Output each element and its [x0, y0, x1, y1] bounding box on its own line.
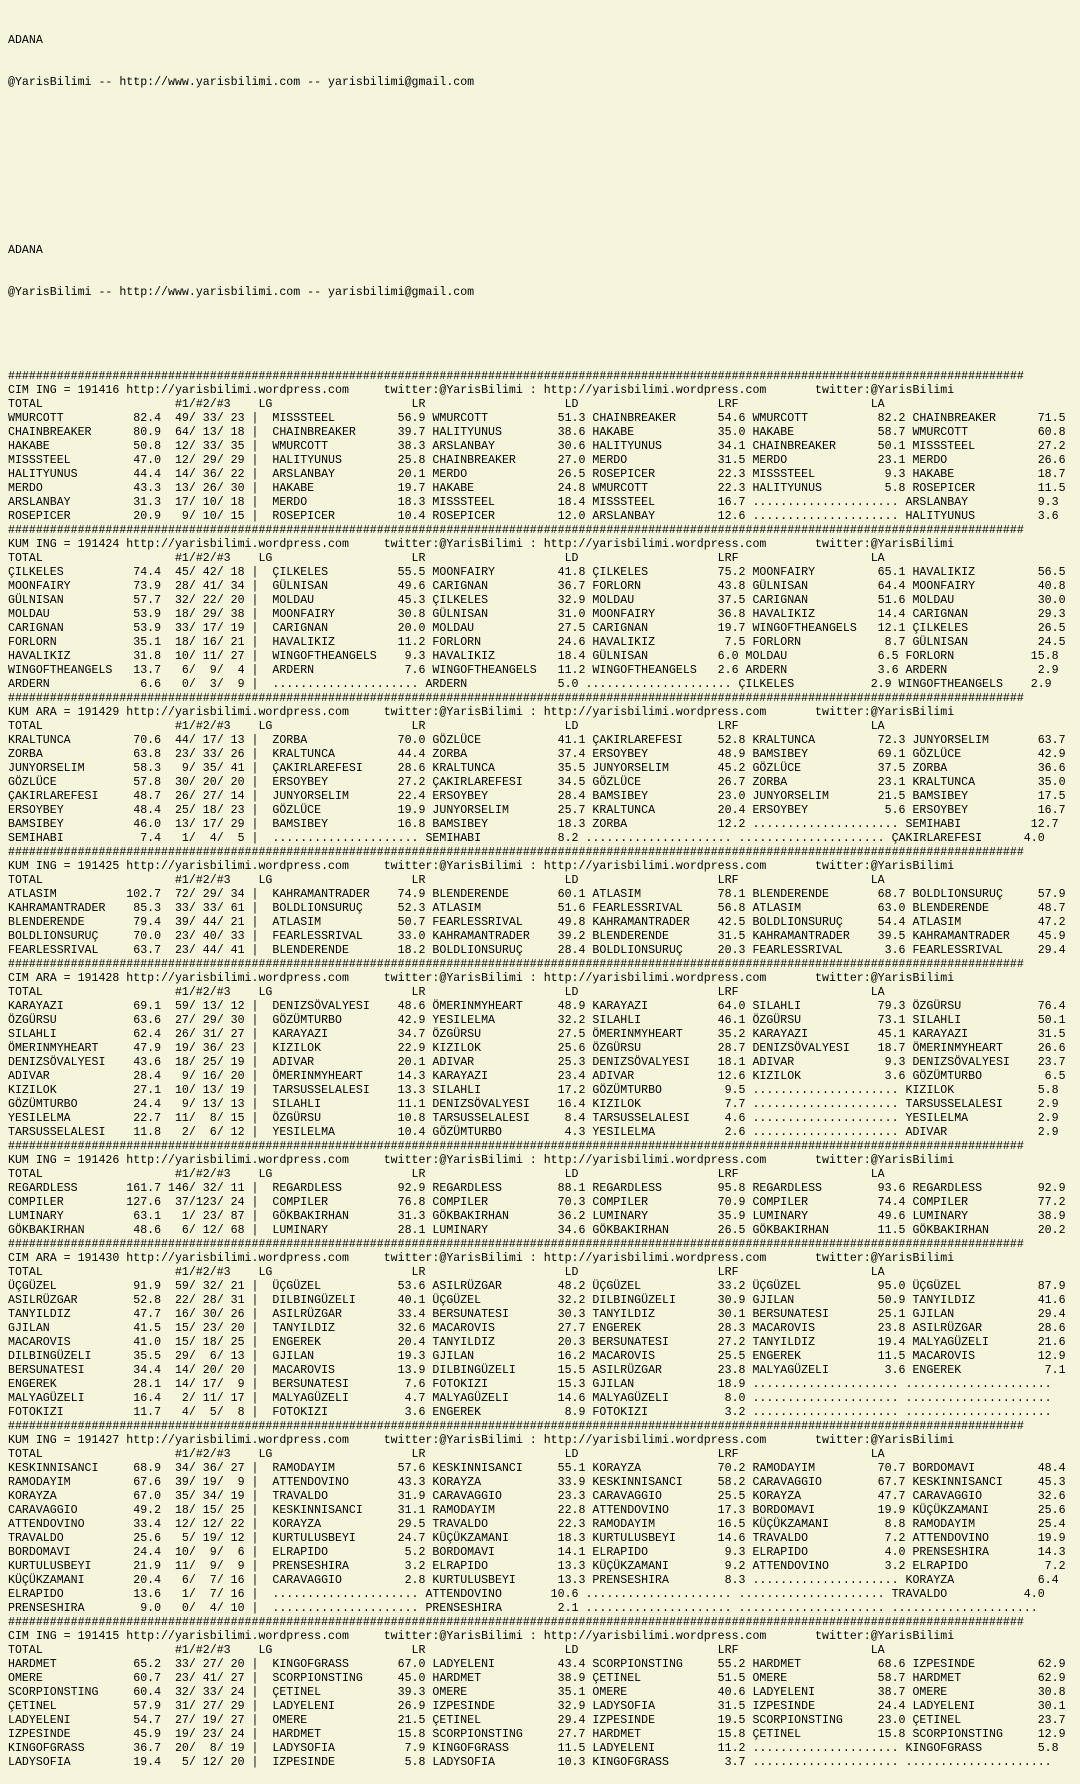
column-header: TOTAL #1/#2/#3 LG LR LD LRF LA: [8, 552, 885, 565]
header-city: ADANA: [8, 244, 43, 257]
result-row: ÇILKELES 74.4 45/ 42/ 18 | ÇILKELES 55.5 MOONFAIRY 41.8 ÇILKELES 75.2 MOONFAIRY 65.1 HAVALIKIZ 56.5: [8, 566, 1066, 579]
separator-line: ##################################################################################################################################################: [8, 524, 1024, 537]
result-row: BLENDERENDE 79.4 39/ 44/ 21 | ATLASIM 50.7 FEARLESSRIVAL 49.8 KAHRAMANTRADER 42.5 BOLDLIONSURUÇ 54.4 ATLASIM 47.2: [8, 916, 1066, 929]
result-row: ENGEREK 28.1 14/ 17/ 9 | BERSUNATESI 7.6 FOTOKIZI 15.3 GJILAN 18.9 ..................... .....................: [8, 1378, 1052, 1391]
result-row: YESILELMA 22.7 11/ 8/ 15 | ÖZGÜRSU 10.8 TARSUSSELALESI 8.4 TARSUSSELALESI 4.6 ..................... YESILELMA 2.9: [8, 1112, 1059, 1125]
result-row: IZPESINDE 45.9 19/ 23/ 24 | HARDMET 15.8 SCORPIONSTING 27.7 HARDMET 15.8 ÇETINEL 15.8 SCORPIONSTING 12.9: [8, 1728, 1066, 1741]
header-city: ADANA: [8, 34, 43, 47]
result-row: KINGOFGRASS 36.7 20/ 8/ 19 | LADYSOFIA 7.9 KINGOFGRASS 11.5 LADYELENI 11.2 ..................... KINGOFGRASS 5.8: [8, 1742, 1059, 1755]
header-contact: @YarisBilimi -- http://www.yarisbilimi.com -- yarisbilimi@gmail.com: [8, 286, 475, 299]
result-row: GÜLNISAN 57.7 32/ 22/ 20 | MOLDAU 45.3 ÇILKELES 32.9 MOLDAU 37.5 CARIGNAN 51.6 MOLDAU 30.0: [8, 594, 1066, 607]
separator-line: ##################################################################################################################################################: [8, 958, 1024, 971]
result-row: ATLASIM 102.7 72/ 29/ 34 | KAHRAMANTRADER 74.9 BLENDERENDE 60.1 ATLASIM 78.1 BLENDERENDE 68.7 BOLDLIONSURUÇ 57.9: [8, 888, 1066, 901]
result-row: HALITYUNUS 44.4 14/ 36/ 22 | ARSLANBAY 20.1 MERDO 26.5 ROSEPICER 22.3 MISSSTEEL 9.3 HAKABE 18.7: [8, 468, 1066, 481]
result-row: HAKABE 50.8 12/ 33/ 35 | WMURCOTT 38.3 ARSLANBAY 30.6 HALITYUNUS 34.1 CHAINBREAKER 50.1 MISSSTEEL 27.2: [8, 440, 1066, 453]
column-header: TOTAL #1/#2/#3 LG LR LD LRF LA: [8, 1168, 885, 1181]
result-row: TARSUSSELALESI 11.8 2/ 6/ 12 | YESILELMA 10.4 GÖZÜMTURBO 4.3 YESILELMA 2.6 ..................... ADIVAR 2.9: [8, 1126, 1059, 1139]
race-tables: [8, 370, 1080, 1770]
result-row: KORAYZA 67.0 35/ 34/ 19 | TRAVALDO 31.9 CARAVAGGIO 23.3 CARAVAGGIO 25.5 KORAYZA 47.7 CARAVAGGIO 32.6: [8, 1490, 1066, 1503]
result-row: KRALTUNCA 70.6 44/ 17/ 13 | ZORBA 70.0 GÖZLÜCE 41.1 ÇAKIRLAREFESI 52.8 KRALTUNCA 72.3 JUNYORSELIM 63.7: [8, 734, 1066, 747]
result-row: HAVALIKIZ 31.8 10/ 11/ 27 | WINGOFTHEANGELS 9.3 HAVALIKIZ 18.4 GÜLNISAN 6.0 MOLDAU 6.5 FORLORN 15.8: [8, 650, 1059, 663]
race-block: [8, 1140, 1080, 1238]
separator-line: ##################################################################################################################################################: [8, 370, 1024, 383]
result-row: BOLDLIONSURUÇ 70.0 23/ 40/ 33 | FEARLESSRIVAL 33.0 KAHRAMANTRADER 39.2 BLENDERENDE 31.5 KAHRAMANTRADER 39.5 KAHRAMANTRADER 45.9: [8, 930, 1066, 943]
column-header: TOTAL #1/#2/#3 LG LR LD LRF LA: [8, 874, 885, 887]
result-row: KIZILOK 27.1 10/ 13/ 19 | TARSUSSELALESI 13.3 SILAHLI 17.2 GÖZÜMTURBO 9.5 ..................... KIZILOK 5.8: [8, 1084, 1059, 1097]
result-row: ÇAKIRLAREFESI 48.7 26/ 27/ 14 | JUNYORSELIM 22.4 ERSOYBEY 28.4 BAMSIBEY 23.0 JUNYORSELIM 21.5 BAMSIBEY 17.5: [8, 790, 1066, 803]
separator-line: ##################################################################################################################################################: [8, 692, 1024, 705]
result-row: ASILRÜZGAR 52.8 22/ 28/ 31 | DILBINGÜZELI 40.1 ÜÇGÜZEL 32.2 DILBINGÜZELI 30.9 GJILAN 50.9 TANYILDIZ 41.6: [8, 1294, 1066, 1307]
result-row: ÖMERINMYHEART 47.9 19/ 36/ 23 | KIZILOK 22.9 KIZILOK 25.6 ÖZGÜRSU 28.7 DENIZSÖVALYESI 18.7 ÖMERINMYHEART 26.6: [8, 1042, 1066, 1055]
result-row: TANYILDIZ 47.7 16/ 30/ 26 | ASILRÜZGAR 33.4 BERSUNATESI 30.3 TANYILDIZ 30.1 BERSUNATESI 25.1 GJILAN 29.4: [8, 1308, 1066, 1321]
result-row: ARDERN 6.6 0/ 3/ 9 | ..................... ARDERN 5.0 ..................... ÇILKELES 2.9 WINGOFTHEANGELS 2.9: [8, 678, 1052, 691]
result-row: OMERE 60.7 23/ 41/ 27 | SCORPIONSTING 45.0 HARDMET 38.9 ÇETINEL 51.5 OMERE 58.7 HARDMET 62.9: [8, 1672, 1066, 1685]
result-row: FOTOKIZI 11.7 4/ 5/ 8 | FOTOKIZI 3.6 ENGEREK 8.9 FOTOKIZI 3.2 ..................... .....................: [8, 1406, 1052, 1419]
result-row: ÖZGÜRSU 63.6 27/ 29/ 30 | GÖZÜMTURBO 42.9 YESILELMA 32.2 SILAHLI 46.1 ÖZGÜRSU 73.1 SILAHLI 50.1: [8, 1014, 1066, 1027]
result-row: GÖKBAKIRHAN 48.6 6/ 12/ 68 | LUMINARY 28.1 LUMINARY 34.6 GÖKBAKIRHAN 26.5 GÖKBAKIRHAN 11.5 GÖKBAKIRHAN 20.2: [8, 1224, 1066, 1237]
race-block: [8, 692, 1080, 846]
result-row: MACAROVIS 41.0 15/ 18/ 25 | ENGEREK 20.4 TANYILDIZ 20.3 BERSUNATESI 27.2 TANYILDIZ 19.4 MALYAGÜZELI 21.6: [8, 1336, 1066, 1349]
result-row: WINGOFTHEANGELS 13.7 6/ 9/ 4 | ARDERN 7.6 WINGOFTHEANGELS 11.2 WINGOFTHEANGELS 2.6 ARDERN 3.6 ARDERN 2.9: [8, 664, 1059, 677]
result-row: DILBINGÜZELI 35.5 29/ 6/ 13 | GJILAN 19.3 GJILAN 16.2 MACAROVIS 25.5 ENGEREK 11.5 MACAROVIS 12.9: [8, 1350, 1066, 1363]
race-title: CIM ING = 191416 http://yarisbilimi.wordpress.com twitter:@YarisBilimi : http://yarisbilimi.wordpress.com twitter:@YarisBilimi: [8, 384, 955, 397]
result-row: LADYSOFIA 19.4 5/ 12/ 20 | IZPESINDE 5.8 LADYSOFIA 10.3 KINGOFGRASS 3.7 ..................... .....................: [8, 1756, 1052, 1769]
result-row: REGARDLESS 161.7 146/ 32/ 11 | REGARDLESS 92.9 REGARDLESS 88.1 REGARDLESS 95.8 REGARDLESS 93.6 REGARDLESS 92.9: [8, 1182, 1066, 1195]
result-row: BAMSIBEY 46.0 13/ 17/ 29 | BAMSIBEY 16.8 BAMSIBEY 18.3 ZORBA 12.2 ..................... SEMIHABI 12.7: [8, 818, 1059, 831]
blank-line: [8, 328, 1080, 342]
column-header: TOTAL #1/#2/#3 LG LR LD LRF LA: [8, 720, 885, 733]
race-block: [8, 1616, 1080, 1770]
result-row: SEMIHABI 7.4 1/ 4/ 5 | ..................... SEMIHABI 8.2 ..................... ..................... ÇAKIRLAREFESI 4.0: [8, 832, 1045, 845]
result-row: JUNYORSELIM 58.3 9/ 35/ 41 | ÇAKIRLAREFESI 28.6 KRALTUNCA 35.5 JUNYORSELIM 45.2 GÖZLÜCE 37.5 ZORBA 36.6: [8, 762, 1066, 775]
blank-line: [8, 118, 1080, 132]
result-row: KÜÇÜKZAMANI 20.4 6/ 7/ 16 | CARAVAGGIO 2.8 KURTULUSBEYI 13.3 PRENSESHIRA 8.3 ..................... KORAYZA 6.4: [8, 1574, 1059, 1587]
result-row: MALYAGÜZELI 16.4 2/ 11/ 17 | MALYAGÜZELI 4.7 MALYAGÜZELI 14.6 MALYAGÜZELI 8.0 ..................... .....................: [8, 1392, 1052, 1405]
result-row: KAHRAMANTRADER 85.3 33/ 33/ 61 | BOLDLIONSURUÇ 52.3 ATLASIM 51.6 FEARLESSRIVAL 56.8 ATLASIM 63.0 BLENDERENDE 48.7: [8, 902, 1066, 915]
race-block: [8, 846, 1080, 958]
race-title: KUM ING = 191424 http://yarisbilimi.wordpress.com twitter:@YarisBilimi : http://yarisbilimi.wordpress.com twitter:@YarisBilimi: [8, 538, 955, 551]
race-block: [8, 958, 1080, 1140]
race-title: CIM ARA = 191430 http://yarisbilimi.wordpress.com twitter:@YarisBilimi : http://yarisbilimi.wordpress.com twitter:@YarisBilimi: [8, 1252, 955, 1265]
race-title: KUM ING = 191425 http://yarisbilimi.wordpress.com twitter:@YarisBilimi : http://yarisbilimi.wordpress.com twitter:@YarisBilimi: [8, 860, 955, 873]
result-row: FORLORN 35.1 18/ 16/ 21 | HAVALIKIZ 11.2 FORLORN 24.6 HAVALIKIZ 7.5 FORLORN 8.7 GÜLNISAN 24.5: [8, 636, 1066, 649]
result-row: CARAVAGGIO 49.2 18/ 15/ 25 | KESKINNISANCI 31.1 RAMODAYIM 22.8 ATTENDOVINO 17.3 BORDOMAVI 19.9 KÜÇÜKZAMANI 25.6: [8, 1504, 1066, 1517]
race-title: CIM ING = 191415 http://yarisbilimi.wordpress.com twitter:@YarisBilimi : http://yarisbilimi.wordpress.com twitter:@YarisBilimi: [8, 1630, 955, 1643]
race-title: CIM ARA = 191428 http://yarisbilimi.wordpress.com twitter:@YarisBilimi : http://yarisbilimi.wordpress.com twitter:@YarisBilimi: [8, 972, 955, 985]
column-header: TOTAL #1/#2/#3 LG LR LD LRF LA: [8, 986, 885, 999]
result-row: ZORBA 63.8 23/ 33/ 26 | KRALTUNCA 44.4 ZORBA 37.4 ERSOYBEY 48.9 BAMSIBEY 69.1 GÖZLÜCE 42.9: [8, 748, 1066, 761]
result-row: BORDOMAVI 24.4 10/ 9/ 6 | ELRAPIDO 5.2 BORDOMAVI 14.1 ELRAPIDO 9.3 ELRAPIDO 4.0 PRENSESHIRA 14.3: [8, 1546, 1066, 1559]
race-title: KUM ING = 191426 http://yarisbilimi.wordpress.com twitter:@YarisBilimi : http://yarisbilimi.wordpress.com twitter:@YarisBilimi: [8, 1154, 955, 1167]
result-row: RAMODAYIM 67.6 39/ 19/ 9 | ATTENDOVINO 43.3 KORAYZA 33.9 KESKINNISANCI 58.2 CARAVAGGIO 67.7 KESKINNISANCI 45.3: [8, 1476, 1066, 1489]
separator-line: ##################################################################################################################################################: [8, 1238, 1024, 1251]
result-row: SILAHLI 62.4 26/ 31/ 27 | KARAYAZI 34.7 ÖZGÜRSU 27.5 ÖMERINMYHEART 35.2 KARAYAZI 45.1 KARAYAZI 31.5: [8, 1028, 1066, 1041]
separator-line: ##################################################################################################################################################: [8, 846, 1024, 859]
result-row: GÖZÜMTURBO 24.4 9/ 13/ 13 | SILAHLI 11.1 DENIZSÖVALYESI 16.4 KIZILOK 7.7 ..................... TARSUSSELALESI 2.9: [8, 1098, 1059, 1111]
race-title: KUM ARA = 191429 http://yarisbilimi.wordpress.com twitter:@YarisBilimi : http://yarisbilimi.wordpress.com twitter:@YarisBilimi: [8, 706, 955, 719]
result-row: CHAINBREAKER 80.9 64/ 13/ 18 | CHAINBREAKER 39.7 HALITYUNUS 38.6 HAKABE 35.0 HAKABE 58.7 WMURCOTT 60.8: [8, 426, 1066, 439]
header-contact: @YarisBilimi -- http://www.yarisbilimi.com -- yarisbilimi@gmail.com: [8, 76, 475, 89]
separator-line: ##################################################################################################################################################: [8, 1140, 1024, 1153]
result-row: LADYELENI 54.7 27/ 19/ 27 | OMERE 21.5 ÇETINEL 29.4 IZPESINDE 19.5 SCORPIONSTING 23.0 ÇETINEL 23.7: [8, 1714, 1066, 1727]
result-row: MISSSTEEL 47.0 12/ 29/ 29 | HALITYUNUS 25.8 CHAINBREAKER 27.0 MERDO 31.5 MERDO 23.1 MERDO 26.6: [8, 454, 1066, 467]
result-row: ÜÇGÜZEL 91.9 59/ 32/ 21 | ÜÇGÜZEL 53.6 ASILRÜZGAR 48.2 ÜÇGÜZEL 33.2 ÜÇGÜZEL 95.0 ÜÇGÜZEL 87.9: [8, 1280, 1066, 1293]
result-row: MOLDAU 53.9 18/ 29/ 38 | MOONFAIRY 30.8 GÜLNISAN 31.0 MOONFAIRY 36.8 HAVALIKIZ 14.4 CARIGNAN 29.3: [8, 608, 1066, 621]
result-row: WMURCOTT 82.4 49/ 33/ 23 | MISSSTEEL 56.9 WMURCOTT 51.3 CHAINBREAKER 54.6 WMURCOTT 82.2 CHAINBREAKER 71.5: [8, 412, 1066, 425]
result-row: LUMINARY 63.1 1/ 23/ 87 | GÖKBAKIRHAN 31.3 GÖKBAKIRHAN 36.2 LUMINARY 35.9 LUMINARY 49.6 LUMINARY 38.9: [8, 1210, 1066, 1223]
blank-line: [8, 202, 1080, 216]
result-row: GÖZLÜCE 57.8 30/ 20/ 20 | ERSOYBEY 27.2 ÇAKIRLAREFESI 34.5 GÖZLÜCE 26.7 ZORBA 23.1 KRALTUNCA 35.0: [8, 776, 1066, 789]
race-title: KUM ING = 191427 http://yarisbilimi.wordpress.com twitter:@YarisBilimi : http://yarisbilimi.wordpress.com twitter:@YarisBilimi: [8, 1434, 955, 1447]
result-row: GJILAN 41.5 15/ 23/ 20 | TANYILDIZ 32.6 MACAROVIS 27.7 ENGEREK 28.3 MACAROVIS 23.8 ASILRÜZGAR 28.6: [8, 1322, 1066, 1335]
result-row: TRAVALDO 25.6 5/ 19/ 12 | KURTULUSBEYI 24.7 KÜÇÜKZAMANI 18.3 KURTULUSBEYI 14.6 TRAVALDO 7.2 ATTENDOVINO 19.9: [8, 1532, 1066, 1545]
result-row: CARIGNAN 53.9 33/ 17/ 19 | CARIGNAN 20.0 MOLDAU 27.5 CARIGNAN 19.7 WINGOFTHEANGELS 12.1 ÇILKELES 26.5: [8, 622, 1066, 635]
result-row: PRENSESHIRA 9.0 0/ 4/ 10 | ..................... PRENSESHIRA 2.1 ..................... ..................... .....................: [8, 1602, 1038, 1615]
result-row: SCORPIONSTING 60.4 32/ 33/ 24 | ÇETINEL 39.3 OMERE 35.1 OMERE 40.6 LADYELENI 38.7 OMERE 30.8: [8, 1686, 1066, 1699]
result-row: BERSUNATESI 34.4 14/ 20/ 20 | MACAROVIS 13.9 DILBINGÜZELI 15.5 ASILRÜZGAR 23.8 MALYAGÜZELI 3.6 ENGEREK 7.1: [8, 1364, 1066, 1377]
result-row: HARDMET 65.2 33/ 27/ 20 | KINGOFGRASS 67.0 LADYELENI 43.4 SCORPIONSTING 55.2 HARDMET 68.6 IZPESINDE 62.9: [8, 1658, 1066, 1671]
result-row: FEARLESSRIVAL 63.7 23/ 44/ 41 | BLENDERENDE 18.2 BOLDLIONSURUÇ 28.4 BOLDLIONSURUÇ 20.3 FEARLESSRIVAL 3.6 FEARLESSRIVAL 29.4: [8, 944, 1066, 957]
separator-line: ##################################################################################################################################################: [8, 1616, 1024, 1629]
result-row: MOONFAIRY 73.9 28/ 41/ 34 | GÜLNISAN 49.6 CARIGNAN 36.7 FORLORN 43.8 GÜLNISAN 64.4 MOONFAIRY 40.8: [8, 580, 1066, 593]
result-row: KESKINNISANCI 68.9 34/ 36/ 27 | RAMODAYIM 57.6 KESKINNISANCI 55.1 KORAYZA 70.2 RAMODAYIM 70.7 BORDOMAVI 48.4: [8, 1462, 1066, 1475]
blank-line: [8, 160, 1080, 174]
race-block: [8, 1420, 1080, 1616]
result-row: COMPILER 127.6 37/123/ 24 | COMPILER 76.8 COMPILER 70.3 COMPILER 70.9 COMPILER 74.4 COMPILER 77.2: [8, 1196, 1066, 1209]
result-row: KURTULUSBEYI 21.9 11/ 9/ 9 | PRENSESHIRA 3.2 ELRAPIDO 13.3 KÜÇÜKZAMANI 9.2 ATTENDOVINO 3.2 ELRAPIDO 7.2: [8, 1560, 1066, 1573]
column-header: TOTAL #1/#2/#3 LG LR LD LRF LA: [8, 398, 885, 411]
race-block: [8, 1238, 1080, 1420]
result-row: ARSLANBAY 31.3 17/ 10/ 18 | MERDO 18.3 MISSSTEEL 18.4 MISSSTEEL 16.7 ..................... ARSLANBAY 9.3: [8, 496, 1059, 509]
result-row: ADIVAR 28.4 9/ 16/ 20 | ÖMERINMYHEART 14.3 KARAYAZI 23.4 ADIVAR 12.6 KIZILOK 3.6 GÖZÜMTURBO 6.5: [8, 1070, 1066, 1083]
result-row: ÇETINEL 57.9 31/ 27/ 29 | LADYELENI 26.9 IZPESINDE 32.9 LADYSOFIA 31.5 IZPESINDE 24.4 LADYELENI 30.1: [8, 1700, 1066, 1713]
result-row: ATTENDOVINO 33.4 12/ 12/ 22 | KORAYZA 29.5 TRAVALDO 22.3 RAMODAYIM 16.5 KÜÇÜKZAMANI 8.8 RAMODAYIM 25.4: [8, 1518, 1066, 1531]
result-row: MERDO 43.3 13/ 26/ 30 | HAKABE 19.7 HAKABE 24.8 WMURCOTT 22.3 HALITYUNUS 5.8 ROSEPICER 11.5: [8, 482, 1066, 495]
result-row: DENIZSÖVALYESI 43.6 18/ 25/ 19 | ADIVAR 20.1 ADIVAR 25.3 DENIZSÖVALYESI 18.1 ADIVAR 9.3 DENIZSÖVALYESI 23.7: [8, 1056, 1066, 1069]
race-block: [8, 370, 1080, 524]
separator-line: ##################################################################################################################################################: [8, 1420, 1024, 1433]
result-row: ERSOYBEY 48.4 25/ 18/ 23 | GÖZLÜCE 19.9 JUNYORSELIM 25.7 KRALTUNCA 20.4 ERSOYBEY 5.6 ERSOYBEY 16.7: [8, 804, 1066, 817]
result-row: KARAYAZI 69.1 59/ 13/ 12 | DENIZSÖVALYESI 48.6 ÖMERINMYHEART 48.9 KARAYAZI 64.0 SILAHLI 79.3 ÖZGÜRSU 76.4: [8, 1000, 1066, 1013]
result-row: ROSEPICER 20.9 9/ 10/ 15 | ROSEPICER 10.4 ROSEPICER 12.0 ARSLANBAY 12.6 ..................... HALITYUNUS 3.6: [8, 510, 1059, 523]
column-header: TOTAL #1/#2/#3 LG LR LD LRF LA: [8, 1644, 885, 1657]
race-block: [8, 524, 1080, 692]
column-header: TOTAL #1/#2/#3 LG LR LD LRF LA: [8, 1448, 885, 1461]
column-header: TOTAL #1/#2/#3 LG LR LD LRF LA: [8, 1266, 885, 1279]
result-row: ELRAPIDO 13.6 1/ 7/ 16 | ..................... ATTENDOVINO 10.6 ..................... ..................... TRAVALDO 4.0: [8, 1588, 1045, 1601]
